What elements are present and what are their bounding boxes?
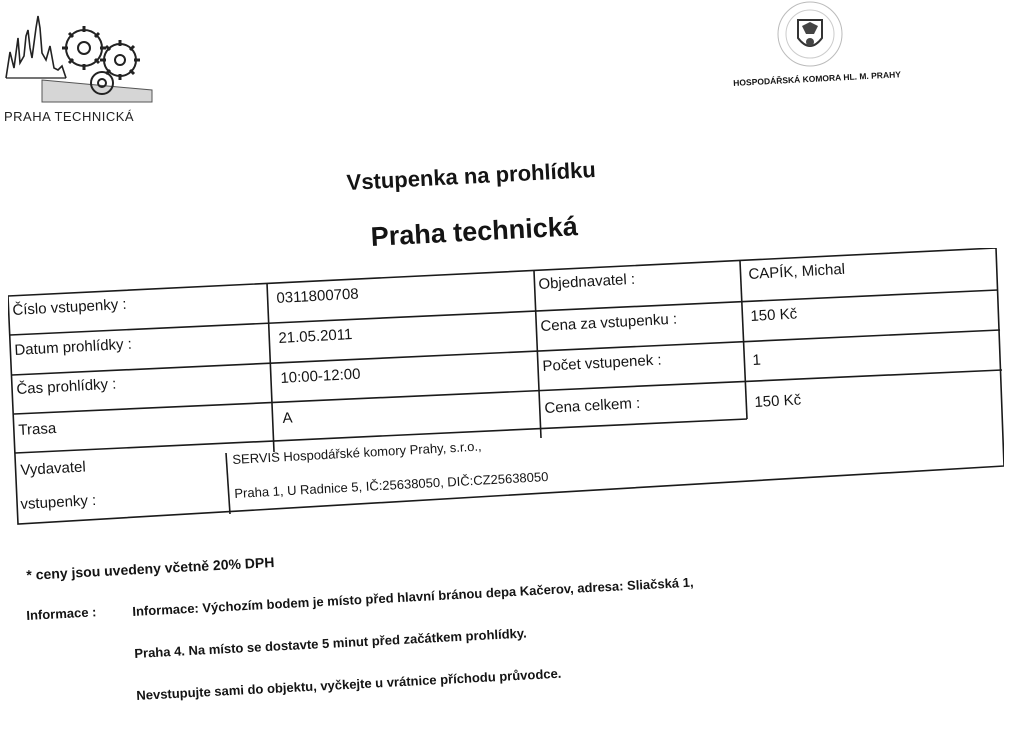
issuer-label-line1: Vydavatel [20, 458, 87, 479]
ticket-number-value: 0311800708 [276, 285, 360, 307]
date-value: 21.05.2011 [278, 325, 353, 347]
issuer-value-line2: Praha 1, U Radnice 5, IČ:25638050, DIČ:CZ25638050 [234, 468, 549, 501]
customer-label: Objednavatel : [538, 270, 636, 293]
ticket-title: Vstupenka na prohlídku [346, 156, 597, 195]
count-value: 1 [752, 351, 762, 369]
price-label: Cena za vstupenku : [540, 310, 678, 335]
time-label: Čas prohlídky : [16, 375, 117, 398]
price-value: 150 Kč [750, 305, 798, 325]
info-line-2: Praha 4. Na místo se dostavte 5 minut před začátkem prohlídky. [134, 625, 528, 661]
info-label: Informace : [26, 604, 97, 623]
chamber-seal-icon [770, 0, 850, 72]
info-line-1: Informace: Výchozím bodem je místo před hlavní bránou depa Kačerov, adresa: Sliačská 1, [132, 574, 694, 619]
date-label: Datum prohlídky : [14, 335, 133, 359]
issuer-label-line2: vstupenky : [20, 491, 97, 513]
ticket-table [8, 248, 1004, 528]
ticket-subtitle: Praha technická [370, 211, 579, 252]
left-logo-caption: PRAHA TECHNICKÁ [4, 109, 135, 124]
count-label: Počet vstupenek : [542, 351, 662, 375]
chamber-caption: HOSPODÁŘSKÁ KOMORA HL. M. PRAHY [733, 69, 902, 88]
time-value: 10:00-12:00 [280, 365, 361, 387]
issuer-value-line1: SERVIS Hospodářské komory Prahy, s.r.o., [232, 438, 482, 467]
ticket-number-label: Číslo vstupenky : [12, 295, 127, 319]
route-value: A [282, 409, 293, 427]
total-value: 150 Kč [754, 391, 802, 411]
total-label: Cena celkem : [544, 394, 641, 417]
praha-technicka-logo [2, 8, 172, 128]
customer-value: CAPÍK, Michal [748, 260, 846, 283]
info-line-3: Nevstupujte sami do objektu, vyčkejte u vrátnice příchodu průvodce. [136, 665, 562, 703]
chamber-logo [725, 0, 902, 100]
route-label: Trasa [18, 419, 57, 439]
praha-gears-icon [2, 8, 172, 108]
vat-note: * ceny jsou uvedeny včetně 20% DPH [26, 554, 275, 583]
